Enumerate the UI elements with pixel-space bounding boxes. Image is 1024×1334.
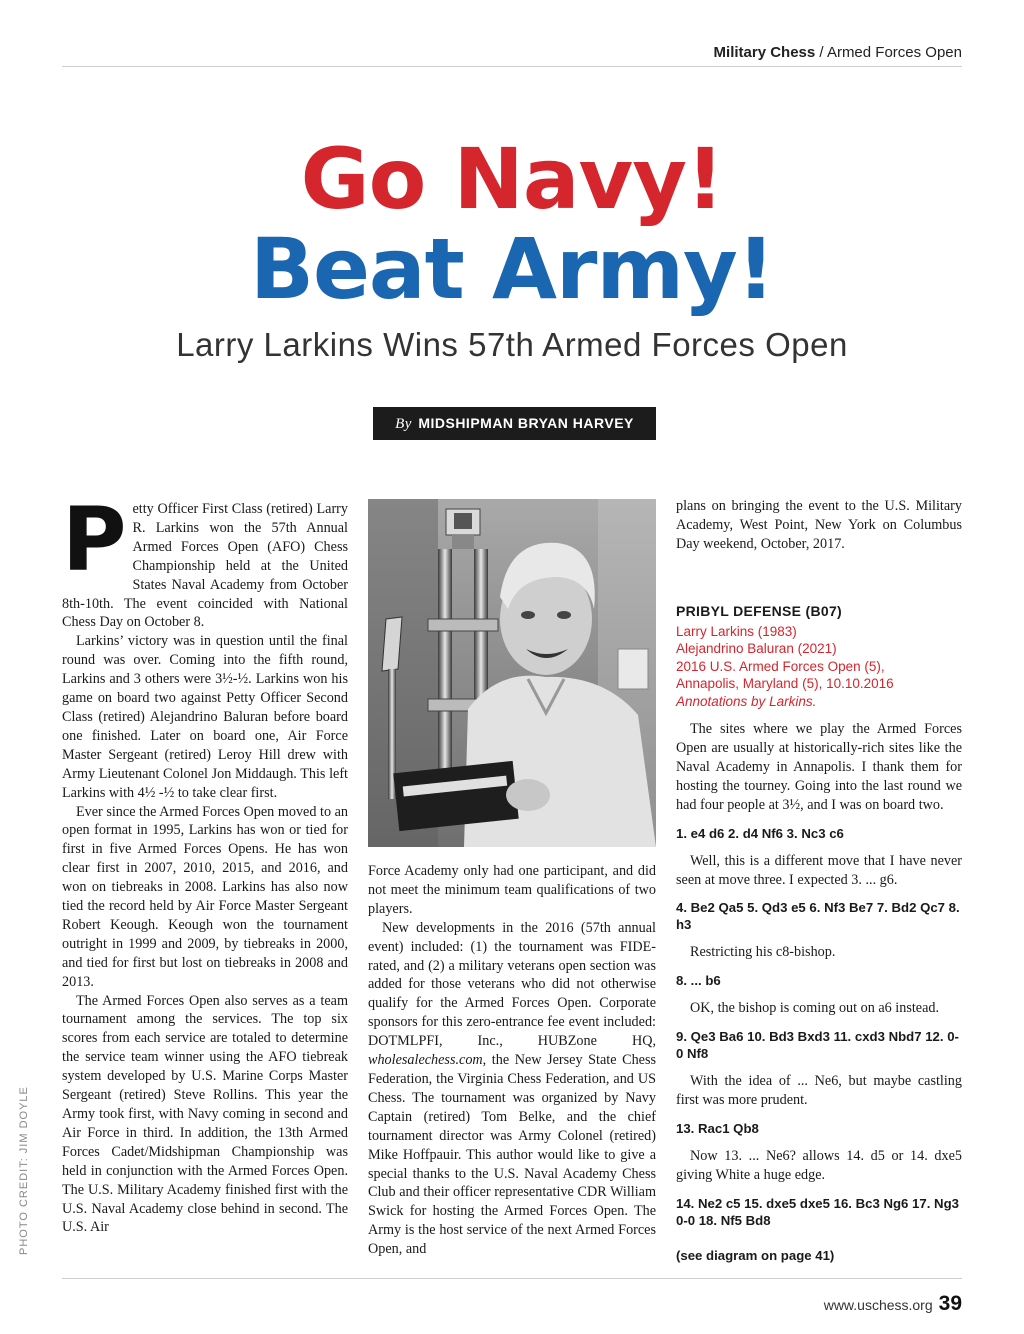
headline-line-2: Beat Army! (249, 220, 775, 318)
winner-photo (368, 499, 656, 847)
photo-credit: PHOTO CREDIT: JIM DOYLE (18, 1086, 30, 1255)
game-moves: 8. ... b6 (676, 973, 721, 989)
paragraph-text: New developments in the 2016 (57th annual event) included: (1) the tournament was FIDE-rated, and (2) a military veterans open section was added for those veterans who did not otherwise qualify for the Armed Forces Open. Corporate sponsors for this zero-entrance fee event included: DOTMLPFI, Inc., HUBZone HQ, (368, 919, 656, 1050)
black-player: Alejandrino Baluran (2021) (676, 641, 837, 657)
footer-website: www.uschess.org (823, 1297, 933, 1313)
paragraph: Ever since the Armed Forces Open moved to an open format in 1995, Larkins has won or tied for first in five Armed Forces Opens. He has won clear first in 2007, 2010, 2015, and 2016, and won on tiebreaks in 2008. Larkins has also now tied the record held by Air Force Master Sergeant Robert Keough. Keough won the tournament outright in 1999 and 2009, by tiebreaks in 2000, and tied for first but lost on tiebreaks in 2008 and 2013. (62, 803, 348, 990)
annotation: Now 13. ... Ne6? allows 14. d5 or 14. dxe5 giving White a huge edge. (676, 1148, 962, 1183)
section-header (714, 44, 962, 61)
section-separator: / (815, 44, 827, 61)
byline (373, 407, 656, 440)
paragraph: etty Officer First Class (retired) Larry R. Larkins won the 57th Annual Armed Forces Open (AFO) Chess Championship held at the United States Naval Academy from October 8th-10th. The event coincided with National Chess Day on October 8. (62, 501, 348, 631)
annotation: Well, this is a different move that I have never seen at move three. I expected 3. ... g6. (676, 852, 962, 888)
drop-cap: P (62, 488, 127, 591)
game-moves: 9. Qe3 Ba6 10. Bd3 Bxd3 11. cxd3 Nbd7 12. 0-0 Nf8 (676, 1029, 959, 1062)
byline-prefix: By (395, 416, 412, 432)
header-divider (62, 66, 962, 67)
game-header (676, 623, 962, 711)
annotation: With the idea of ... Ne6, but maybe castling first was more prudent. (676, 1073, 962, 1109)
article-column-2 (368, 862, 656, 1259)
annotation: OK, the bishop is coming out on a6 instead. (690, 1000, 940, 1017)
annotator: Annotations by Larkins. (676, 693, 817, 709)
game-moves: 14. Ne2 c5 15. dxe5 dxe5 16. Bc3 Ng6 17. Ng3 0-0 18. Nf5 Bd8 (676, 1195, 959, 1228)
diagram-reference: (see diagram on page 41) (676, 1247, 835, 1263)
paragraph: plans on bringing the event to the U.S. Military Academy, West Point, New York on Columbus Day weekend, October, 2017. (676, 498, 962, 552)
paragraph: The Armed Forces Open also serves as a team tournament among the services. The top six scores from each service are totaled to determine the service team winner using the AFO tiebreak system developed by U.S. Marine Corps Master Sergeant (retired) Steve Rollins. This year the Army took first, with Navy coming in second and Air Force in third. In addition, the 13th Armed Forces Cadet/Midshipman Championship was held in conjunction with the Armed Forces Open. The U.S. Military Academy finished first with the U.S. Naval Academy close behind in second. The U.S. Air (62, 992, 348, 1236)
section-topic: Armed Forces Open (826, 44, 962, 61)
game-moves: 1. e4 d6 2. d4 Nf6 3. Nc3 c6 (676, 825, 844, 841)
sponsor-website: wholesalechess.com (368, 1052, 483, 1069)
game-moves: 13. Rac1 Qb8 (676, 1121, 759, 1137)
paragraph (368, 919, 656, 1259)
annotation: The sites where we play the Armed Forces Open are usually at historically-rich sites like the Naval Academy in Annapolis. I thank them for hosting the tourney. Going into the last round we had four people at 3½, and I was on board two. (676, 721, 962, 813)
game-moves: 4. Be2 Qa5 5. Qd3 e5 6. Nf3 Be7 7. Bd2 Qc7 8. h3 (676, 900, 960, 933)
paragraph: Force Academy only had one participant, and did not meet the minimum team qualifications of two players. (368, 863, 656, 917)
game-place-date: Annapolis, Maryland (5), 10.10.2016 (676, 676, 894, 692)
trophy-portrait-illustration (368, 499, 656, 847)
subtitle: Larry Larkins Wins 57th Armed Forces Open (176, 326, 848, 363)
byline-author: MIDSHIPMAN BRYAN HARVEY (418, 415, 634, 431)
paragraph: Larkins’ victory was in question until the final round was over. Coming into the fifth round, Larkins and 3 others were 3½-½. Larkins won his game on board two against Petty Officer Second Class (retired) Alejandrino Baluran before board one finished. Later on board one, Air Force Master Sergeant (retired) Leroy Hill drew with Army Lieutenant Colonel Jon Middaugh. This left Larkins with 4½ -½ to take clear first. (62, 633, 348, 801)
white-player: Larry Larkins (1983) (676, 623, 797, 639)
article-column-1 (62, 488, 348, 1237)
game-event: 2016 U.S. Armed Forces Open (5), (676, 658, 885, 674)
headline-line-1: Go Navy! (300, 130, 724, 228)
page-number: 39 (938, 1292, 962, 1315)
page-footer (824, 1292, 962, 1316)
footer-divider (62, 1278, 962, 1279)
annotation: Restricting his c8-bishop. (690, 944, 836, 961)
paragraph-text: , the New Jersey State Chess Federation, the Virginia Chess Federation, and US Chess. The tournament was organized by Navy Captain (retired) Tom Belke, and the chief tournament director was Army Colonel (retired) Mike Hoffpauir. This author would like to give a special thanks to the U.S. Naval Academy Chess Club and their officer representative CDR William Swick for hosting the Armed Forces Open. The Army is the host service of the next Armed Forces Open, and (368, 1052, 656, 1258)
article-column-3 (676, 497, 962, 1274)
game-title: PRIBYL DEFENSE (B07) (676, 602, 842, 619)
section-name: Military Chess (713, 44, 816, 61)
